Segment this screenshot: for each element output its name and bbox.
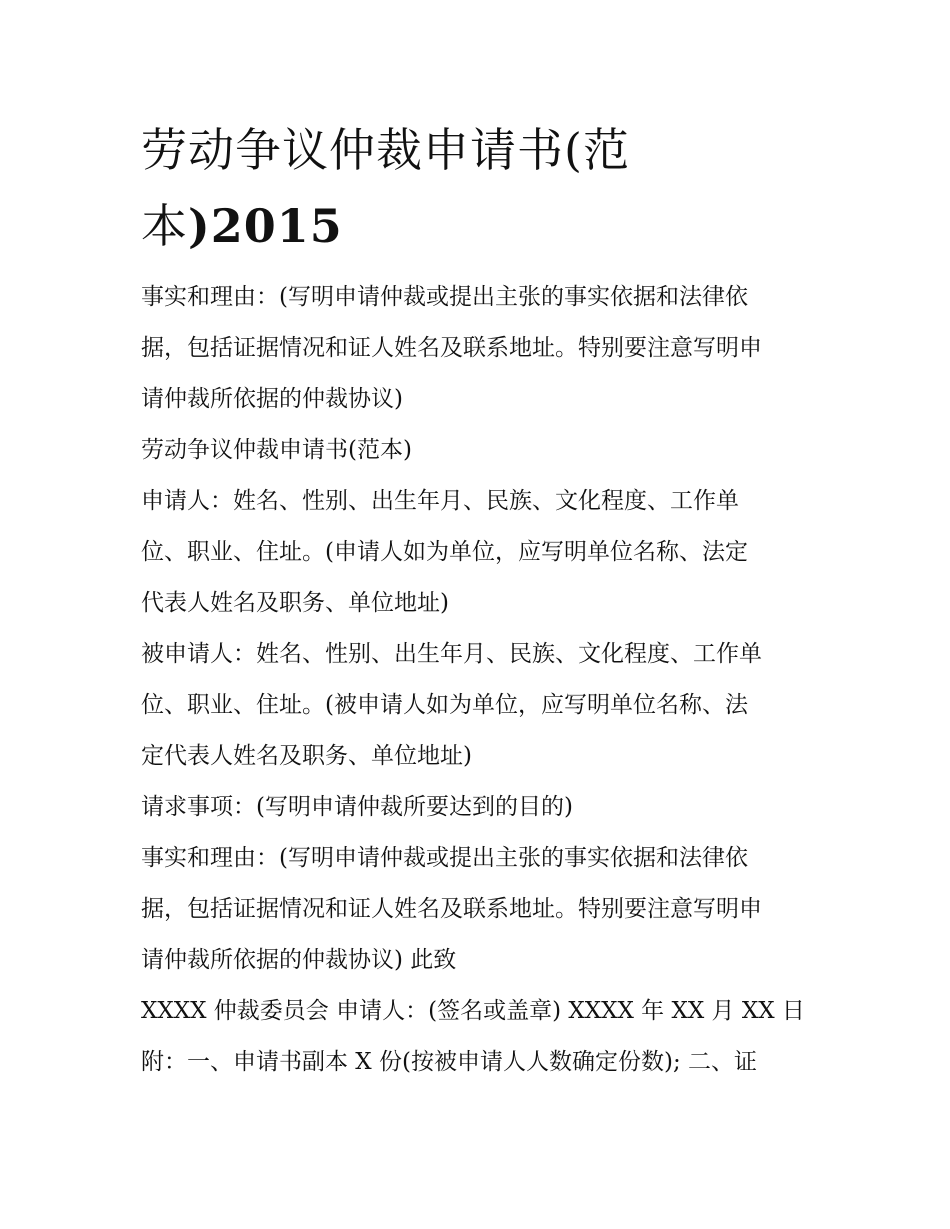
document-title-tail: )2015 (188, 199, 343, 253)
body-line: 据，包括证据情况和证人姓名及联系地址。特别要注意写明申 (141, 335, 762, 361)
body-line: 附：一、申请书副本 X 份(按被申请人人数确定份数); 二、证 (141, 1049, 758, 1075)
body-line: 事实和理由：(写明申请仲裁或提出主张的事实依据和法律依 (141, 845, 748, 871)
document-body (141, 272, 821, 1088)
document-title-main: 劳动争议仲裁申请书(范本 (141, 123, 630, 253)
body-line: XXXX 仲裁委员会 申请人：(签名或盖章) XXXX 年 XX 月 XX 日 (141, 998, 805, 1024)
body-line: 请求事项：(写明申请仲裁所要达到的目的) (141, 794, 573, 820)
body-line: 请仲裁所依据的仲裁协议) (141, 386, 403, 412)
body-line: 被申请人：姓名、性别、出生年月、民族、文化程度、工作单 (141, 641, 762, 667)
document-content (141, 112, 821, 1088)
body-line: 请仲裁所依据的仲裁协议) 此致 (141, 947, 457, 973)
body-line: 代表人姓名及职务、单位地址) (141, 590, 449, 616)
body-line: 申请人：姓名、性别、出生年月、民族、文化程度、工作单 (141, 488, 739, 514)
body-line: 位、职业、住址。(申请人如为单位，应写明单位名称、法定 (141, 539, 748, 565)
body-line: 事实和理由：(写明申请仲裁或提出主张的事实依据和法律依 (141, 284, 748, 310)
body-line: 定代表人姓名及职务、单位地址) (141, 743, 472, 769)
body-line: 位、职业、住址。(被申请人如为单位，应写明单位名称、法 (141, 692, 748, 718)
body-line: 劳动争议仲裁申请书(范本) (141, 437, 412, 463)
document-title (141, 112, 681, 264)
body-line: 据，包括证据情况和证人姓名及联系地址。特别要注意写明申 (141, 896, 762, 922)
